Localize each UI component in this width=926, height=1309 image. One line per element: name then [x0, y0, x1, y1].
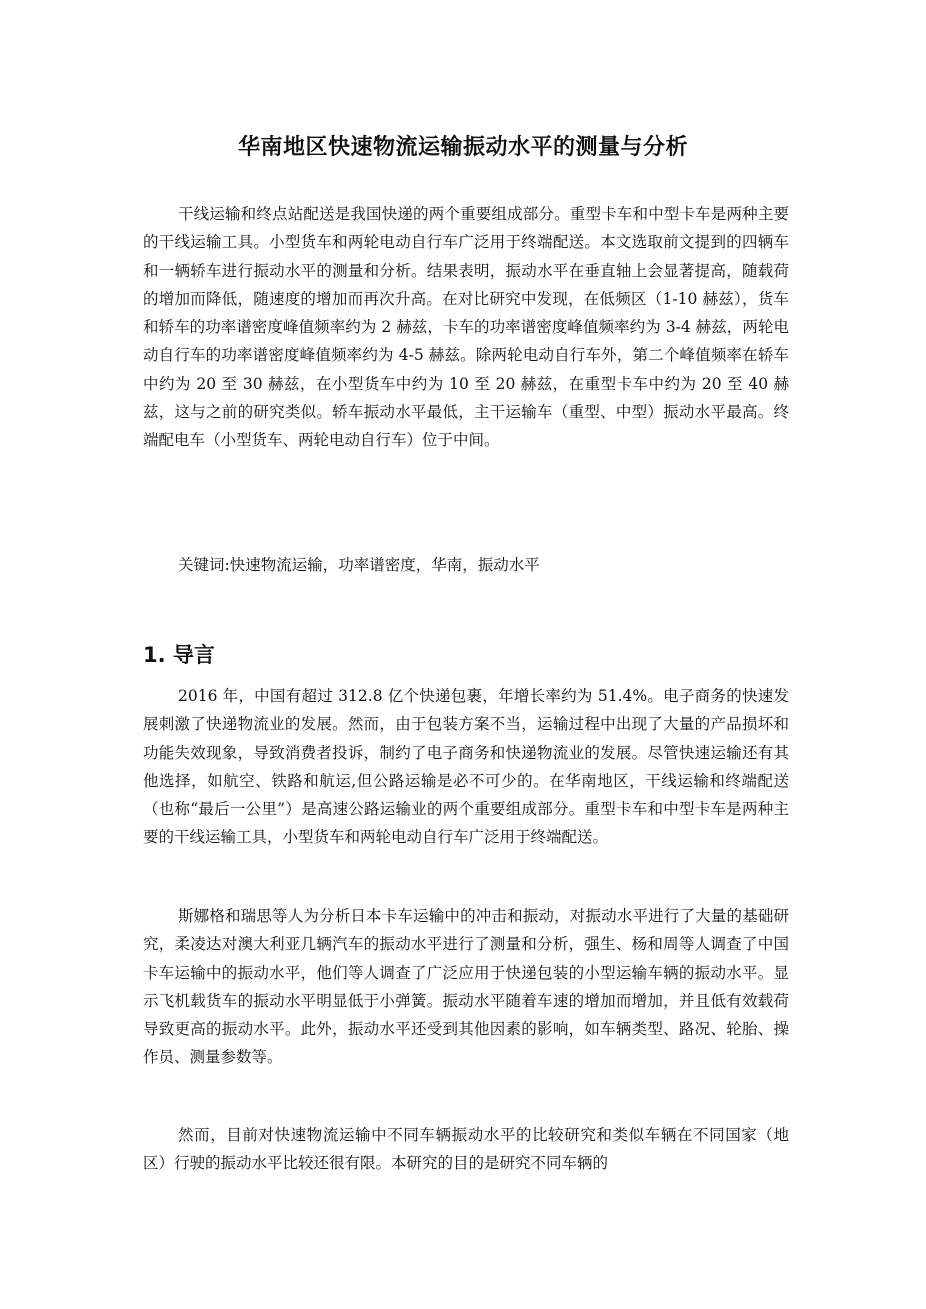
- intro-paragraph-3: 然而，目前对快速物流运输中不同车辆振动水平的比较研究和类似车辆在不同国家（地区）行驶的振动水平比较还很有限。本研究的目的是研究不同车辆的: [143, 1126, 789, 1173]
- intro-paragraph-2: 斯娜格和瑞思等人为分析日本卡车运输中的冲击和振动，对振动水平进行了大量的基础研究，柔凌达对澳大利亚几辆汽车的振动水平进行了测量和分析，强生、杨和周等人调查了中国卡车运输中的振动水平，他们等人调查了广泛应用于快递包装的小型运输车辆的振动水平。显示飞机载货车的振动水平明显低于小弹簧。振动水平随着车速的增加而增加，并且低有效载荷导致更高的振动水平。此外，振动水平还受到其他因素的影响，如车辆类型、路况、轮胎、操作员、测量参数等。: [143, 907, 789, 1067]
- section-heading-introduction: 1. 导言: [143, 643, 215, 667]
- abstract-paragraph: 干线运输和终点站配送是我国快递的两个重要组成部分。重型卡车和中型卡车是两种主要的干线运输工具。小型货车和两轮电动自行车广泛用于终端配送。本文选取前文提到的四辆车和一辆轿车进行振动水平的测量和分析。结果表明，振动水平在垂直轴上会显著提高，随载荷的增加而降低，随速度的增加而再次升高。在对比研究中发现，在低频区（1-10 赫兹），货车和轿车的功率谱密度峰值频率约为 2 赫兹，卡车的功率谱密度峰值频率约为 3-4 赫兹，两轮电动自行车的功率谱密度峰值频率约为 4-5 赫兹。除两轮电动自行车外，第二个峰值频率在轿车中约为 20 至 30 赫兹，在小型货车中约为 10 至 20 赫兹，在重型卡车中约为 20 至 40 赫兹，这与之前的研究类似。轿车振动水平最低，主干运输车（重型、中型）振动水平最高。终端配电车（小型货车、两轮电动自行车）位于中间。: [143, 205, 789, 450]
- intro-paragraph-1: 2016 年，中国有超过 312.8 亿个快递包裹，年增长率约为 51.4%。电子商务的快速发展刺激了快递物流业的发展。然而，由于包装方案不当，运输过程中出现了大量的产品损坏和功能失效现象，导致消费者投诉，制约了电子商务和快递物流业的发展。尽管快速运输还有其他选择，如航空、铁路和航运,但公路运输是必不可少的。在华南地区，干线运输和终端配送（也称“最后一公里”）是高速公路运输业的两个重要组成部分。重型卡车和中型卡车是两种主要的干线运输工具，小型货车和两轮电动自行车广泛用于终端配送。: [143, 687, 789, 847]
- keywords-line: 关键词:快速物流运输，功率谱密度，华南，振动水平: [178, 556, 540, 574]
- paper-title: 华南地区快速物流运输振动水平的测量与分析: [237, 134, 688, 160]
